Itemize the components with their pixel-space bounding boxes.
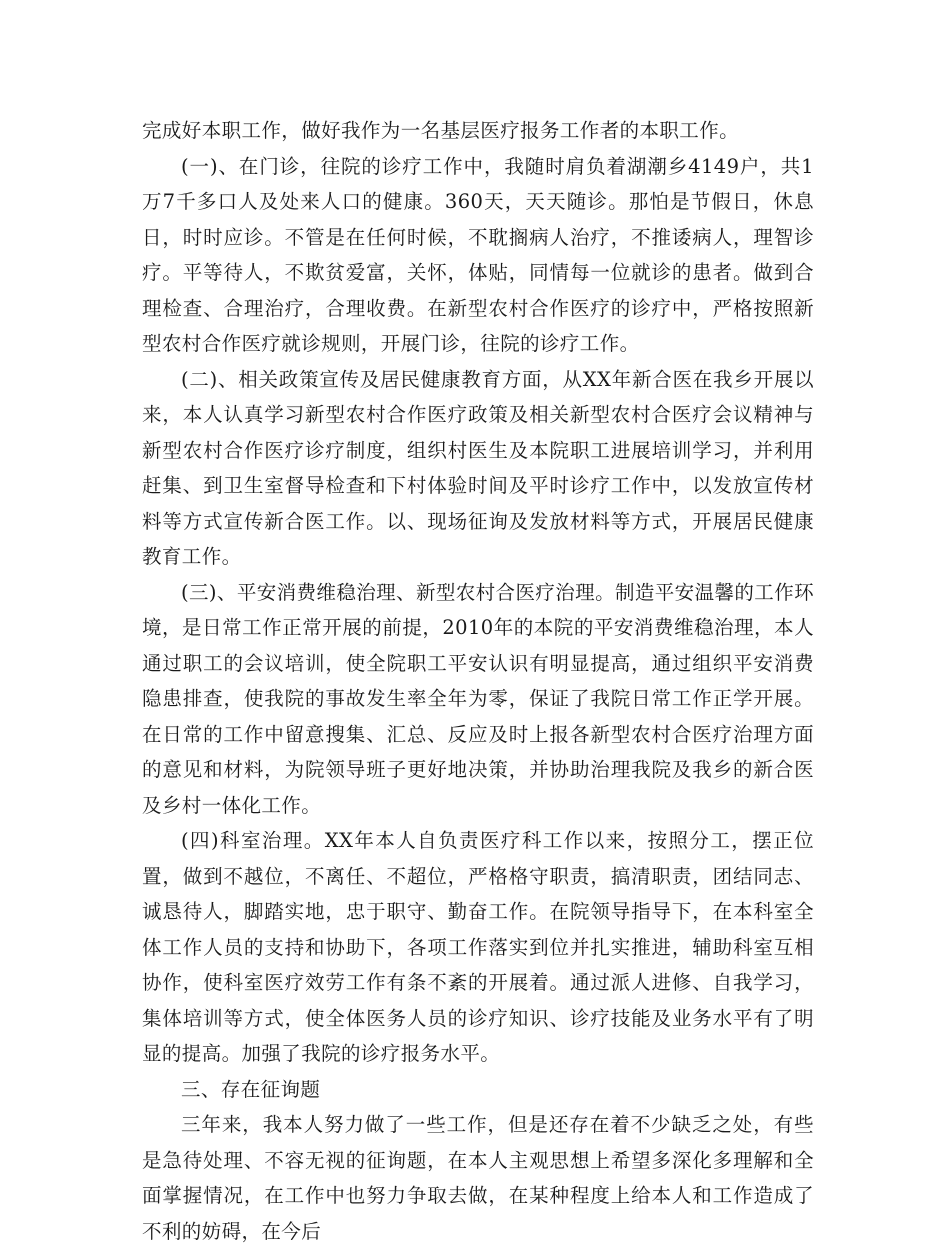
- paragraph-7: 三年来，我本人努力做了一些工作，但是还存在着不少缺乏之处，有些是急待处理、不容无视的征询题，在本人主观思想上希望多深化多理解和全面掌握情况，在工作中也努力争取去做，在某种程度上给本人和工作造成了不利的妨碍，在今后: [142, 1113, 814, 1243]
- document-page: [142, 113, 814, 1249]
- paragraph-5: (四)科室治理。XX年本人自负责医疗科工作以来，按照分工，摆正位置，做到不越位，不离任、不超位，严格格守职责，搞清职责，团结同志、诚恳待人，脚踏实地，忠于职守、勤奋工作。在院领导指导下，在本科室全体工作人员的支持和协助下，各项工作落实到位并扎实推进，辅助科室互相协作，使科室医疗效劳工作有条不紊的开展着。通过派人进修、自我学习，集体培训等方式，使全体医务人员的诊疗知识、诊疗技能及业务水平有了明显的提高。加强了我院的诊疗报务水平。: [142, 829, 814, 1065]
- paragraph-4: (三)、平安消费维稳治理、新型农村合医疗治理。制造平安温馨的工作环境，是日常工作正常开展的前提，2010年的本院的平安消费维稳治理，本人通过职工的会议培训，使全院职工平安认识有明显提高，通过组织平安消费隐患排查，使我院的事故发生率全年为零，保证了我院日常工作正学开展。在日常的工作中留意搜集、汇总、反应及时上报各新型农村合医疗治理方面的意见和材料，为院领导班子更好地决策，并协助治理我院及我乡的新合医及乡村一体化工作。: [142, 580, 814, 817]
- paragraph-3: (二)、相关政策宣传及居民健康教育方面，从XX年新合医在我乡开展以来，本人认真学习新型农村合作医疗政策及相关新型农村合医疗会议精神与新型农村合作医疗诊疗制度，组织村医生及本院职工进展培训学习，并利用赶集、到卫生室督导检查和下村体验时间及平时诊疗工作中，以发放宣传材料等方式宣传新合医工作。以、现场征询及发放材料等方式，开展居民健康教育工作。: [142, 367, 814, 568]
- section-heading: 三、存在征询题: [181, 1077, 321, 1101]
- paragraph-2: (一)、在门诊，往院的诊疗工作中，我随时肩负着湖潮乡4149户，共1万7千多口人及处来人口的健康。360天，天天随诊。那怕是节假日，休息日，时时应诊。不管是在任何时候，不耽搁病人治疗，不推诿病人，理智诊疗。平等待人，不欺贫爱富，关怀，体贴，同情每一位就诊的患者。做到合理检查、合理治疗，合理收费。在新型农村合作医疗的诊疗中，严格按照新型农村合作医疗就诊规则，开展门诊，往院的诊疗工作。: [142, 154, 814, 355]
- paragraph-1: 完成好本职工作，做好我作为一名基层医疗报务工作者的本职工作。: [142, 119, 740, 142]
